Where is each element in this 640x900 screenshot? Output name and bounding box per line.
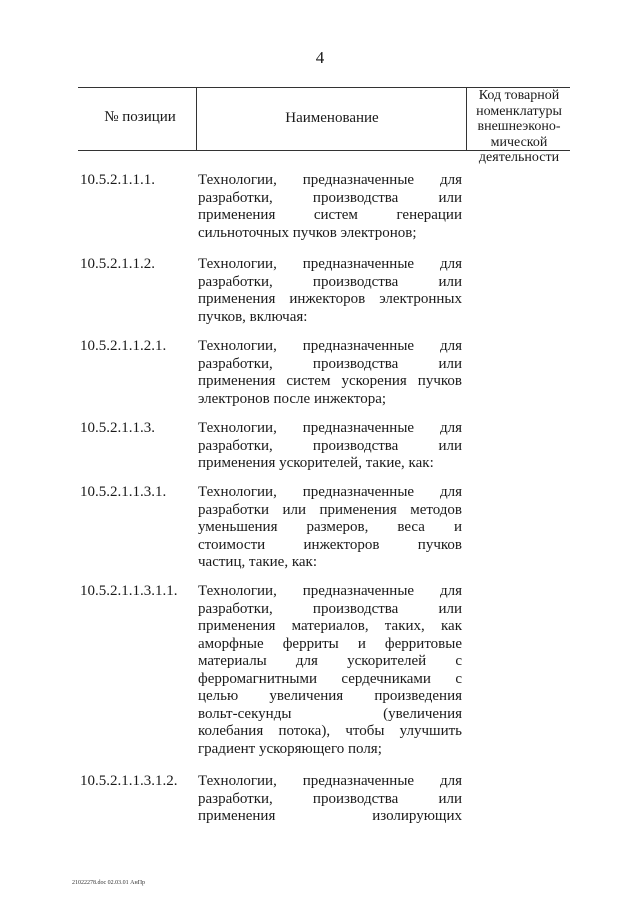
description-line: разработки, производства или — [198, 355, 462, 372]
header-code-line: мической — [490, 134, 548, 150]
description-line: разработки, производства или — [198, 790, 462, 807]
row-description — [198, 338, 462, 408]
description-line: разработки, производства или — [198, 437, 462, 454]
description-line: применения ускорителей, такие, как: — [198, 455, 434, 471]
row-position: 10.5.2.1.1.2.1. — [80, 338, 167, 354]
row-position: 10.5.2.1.1.3. — [80, 420, 155, 436]
description-line: применения систем генерации — [198, 207, 462, 223]
page-number: 4 — [315, 48, 325, 67]
description-line: применения материалов, таких, как — [198, 618, 462, 634]
description-line: ферромагнитными сердечниками с — [198, 670, 462, 687]
row-description — [198, 773, 462, 826]
description-line: частиц, такие, как: — [198, 554, 318, 570]
description-line: применения инжекторов электронных — [198, 291, 462, 307]
description-line: разработки или применения методов — [198, 501, 462, 518]
row-position: 10.5.2.1.1.3.1.2. — [80, 773, 178, 789]
header-code-line: Код товарной — [478, 88, 560, 103]
description-line: вольт-секунды (увеличения — [198, 705, 462, 722]
row-description — [198, 484, 462, 572]
description-line: Технологии, предназначенные для — [198, 256, 462, 272]
row-position: 10.5.2.1.1.3.1. — [80, 484, 167, 500]
row-position: 10.5.2.1.1.2. — [80, 256, 155, 272]
header-code-line: внешнеэконо- — [477, 119, 561, 134]
row-position: 10.5.2.1.1.3.1.1. — [80, 583, 178, 599]
description-line: градиент ускоряющего поля; — [198, 740, 382, 757]
header-code — [467, 88, 571, 166]
header-code-line: деятельности — [478, 150, 560, 165]
description-line: применения систем ускорения пучков — [198, 373, 462, 389]
description-line: разработки, производства или — [198, 600, 462, 617]
description-line: применения изолирующих — [198, 808, 462, 824]
description-line: Технологии, предназначенные для — [198, 773, 462, 789]
description-line: уменьшения размеров, веса и — [198, 519, 462, 535]
row-description — [198, 172, 462, 242]
description-line: сильноточных пучков электронов; — [198, 224, 417, 241]
header-divider-1 — [196, 87, 197, 151]
header-code-line: номенклатуры — [476, 103, 562, 119]
row-description — [198, 583, 462, 758]
description-line: электронов после инжектора; — [198, 390, 387, 407]
description-line: аморфные ферриты и ферритовые — [198, 635, 462, 652]
description-line: Технологии, предназначенные для — [198, 484, 462, 500]
description-line: целью увеличения произведения — [198, 688, 462, 704]
row-description — [198, 420, 462, 473]
description-line: стоимости инжекторов пучков — [198, 536, 462, 553]
header-position: № позиции — [104, 109, 176, 125]
row-position: 10.5.2.1.1.1. — [80, 172, 155, 188]
description-line: Технологии, предназначенные для — [198, 172, 462, 188]
description-line: Технологии, предназначенные для — [198, 420, 462, 436]
header-name: Наименование — [285, 110, 379, 126]
description-line: разработки, производства или — [198, 189, 462, 206]
description-line: разработки, производства или — [198, 273, 462, 290]
description-line: материалы для ускорителей с — [198, 653, 462, 669]
description-line: Технологии, предназначенные для — [198, 338, 462, 354]
description-line: колебания потока), чтобы улучшить — [198, 723, 462, 739]
description-line: Технологии, предназначенные для — [198, 583, 462, 599]
description-line: пучков, включая: — [198, 308, 308, 325]
row-description — [198, 256, 462, 326]
document-footer: 21022278.doc 02.03.01 АнПр — [72, 880, 146, 886]
